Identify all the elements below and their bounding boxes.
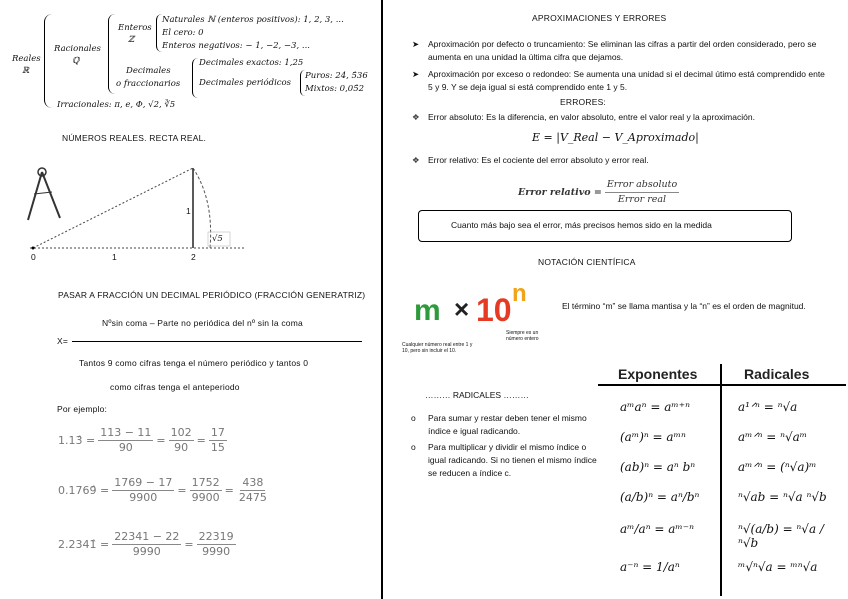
x-equals: X= [57, 336, 69, 346]
error-rel-formula [518, 178, 682, 207]
rad-rule-2: Para multiplicar y dividir el mismo índice o igual radicando. Si no tienen el mismo índice se reducen a índice c. [428, 442, 597, 478]
error-rel-num: Error absoluto [605, 178, 679, 193]
notacion-desc: El término “m” se llama mantisa y la “n” es el orden de magnitud. [562, 301, 806, 311]
exactos-text: Decimales exactos: 1,25 [199, 58, 304, 68]
diamond-bullet-icon: ❖ [412, 112, 420, 122]
example-den: 90 [118, 441, 133, 454]
fraction-bar [72, 341, 362, 342]
puros-text: Puros: 24, 5̂36 [305, 71, 368, 81]
numerator-rule: Nºsin coma – Parte no periódica del nº sin la coma [102, 318, 303, 328]
tick-2: 2 [191, 252, 196, 262]
table-row-rad: aᵐᐟⁿ = ⁿ√aᵐ [738, 430, 808, 444]
decimales-brace [192, 58, 198, 98]
reales-brace [44, 14, 53, 108]
error-abs-formula: E = |V_Real − V_Aproximado| [532, 131, 699, 144]
example-num: 1752 [191, 476, 220, 489]
irracionales-text: Irracionales: π, e, Φ, √2, ∛5 [57, 100, 176, 110]
example-3: 2.2341̂ = $\frac{22341 - 22}{9990}$ = $\frac{22319}{9990}$ [58, 530, 234, 558]
col-exponentes: Exponentes [618, 366, 698, 382]
enteros-label: Enteros [118, 23, 152, 33]
example-den: 9900 [129, 491, 158, 504]
table-row-exp: aᵐ/aⁿ = aᵐ⁻ⁿ [620, 522, 694, 536]
rule-line-2: como cifras tenga el anteperiodo [110, 382, 240, 392]
example-2: 0.1769̂ = $\frac{1769 - 17}{9900}$ = $\frac{1752}{9900}$ = $\frac{438}{2475}$ [58, 476, 267, 504]
example-num: 438 [242, 476, 264, 489]
col-radicales: Radicales [744, 366, 810, 382]
mantissa-letter: m [414, 294, 441, 327]
cero-text: El cero: 0 [162, 28, 204, 38]
table-row-rad: ᵐ√ⁿ√a = ᵐⁿ√a [738, 560, 818, 574]
table-row-rad: a¹ᐟⁿ = ⁿ√a [738, 400, 798, 414]
rule-line-1: Tantos 9 como cifras tenga el número periódico y tantos 0 [79, 358, 309, 368]
example-den: 90 [174, 441, 189, 454]
circle-bullet-icon: o [411, 413, 416, 423]
example-lhs: 1.13̂ = [58, 434, 96, 447]
times-sign: × [454, 294, 470, 324]
column-divider [381, 0, 383, 599]
radicales-title: ……… RADICALES ……… [425, 390, 529, 400]
defecto-text: Aproximación por defecto o truncamiento: Se eliminan las cifras a partir del orden considerado, pero se aumenta en una unidad la última cifra que dejamos. [428, 39, 817, 62]
table-row-exp: (a/b)ⁿ = aⁿ/bⁿ [620, 490, 700, 504]
naturales-text: Naturales ℕ (enteros positivos): 1, 2, 3, ... [162, 15, 344, 25]
enteros-symbol: ℤ [128, 35, 135, 45]
example-num: 102 [170, 426, 192, 439]
conclusion-text: Cuanto más bajo sea el error, más precisos hemos sido en la medida [451, 220, 712, 230]
conclusion-box [418, 210, 792, 242]
error-rel-lhs: Error relativo = [518, 187, 602, 198]
table-row-rad: aᵐᐟⁿ = (ⁿ√a)ᵐ [738, 460, 817, 474]
errores-title: ERRORES: [560, 97, 606, 107]
table-row-exp: aᵐaⁿ = aᵐ⁺ⁿ [620, 400, 690, 414]
reales-label: Reales [12, 54, 41, 64]
table-row-rad: ⁿ√ab = ⁿ√a ⁿ√b [738, 490, 827, 504]
example-den: 9990 [202, 545, 231, 558]
real-line-diagram [20, 160, 250, 270]
height-label: 1 [186, 206, 191, 216]
table-row-exp: (aᵐ)ⁿ = aᵐⁿ [620, 430, 686, 444]
ten-base: 10 [476, 292, 512, 328]
error-abs-text: Error absoluto: Es la diferencia, en valor absoluto, entre el valor real y la aproximación. [428, 112, 755, 122]
mixtos-text: Mixtos: 0,05̂2 [305, 84, 365, 94]
example-den: 15 [210, 441, 225, 454]
tick-0: 0 [31, 252, 36, 262]
periodicos-text: Decimales periódicos [199, 78, 292, 88]
error-rel-text: Error relativo: Es el cociente del error absoluto y error real. [428, 155, 649, 165]
example-1: 1.13̂ = $\frac{113 - 11}{90}$ = $\frac{102}{90}$ = $\frac{17}{15}$ [58, 426, 225, 454]
fraccionarios-label: o fraccionarios [116, 79, 181, 89]
arrow-bullet-icon: ➤ [412, 39, 420, 49]
example-num: 22341 − 22 [114, 530, 180, 543]
exponent-caption: Siempre es un número entero [506, 330, 539, 342]
tick-1: 1 [112, 252, 117, 262]
mantissa-caption: Cualquier número real entre 1 y 10, pero sin incluir el 10. [402, 342, 473, 354]
aprox-title: APROXIMACIONES Y ERRORES [532, 13, 667, 23]
diamond-bullet-icon: ❖ [412, 155, 420, 165]
example-den: 9990 [132, 545, 161, 558]
example-lhs: 0.1769̂ = [58, 484, 110, 497]
example-num: 113 − 11 [100, 426, 152, 439]
table-row-rad: ⁿ√(a/b) = ⁿ√a / ⁿ√b [738, 522, 824, 550]
example-den: 2475 [238, 491, 267, 504]
arrow-bullet-icon: ➤ [412, 69, 420, 79]
recta-title: NÚMEROS REALES. RECTA REAL. [62, 133, 207, 143]
root5-label: √5 [212, 234, 223, 244]
example-num: 17 [210, 426, 225, 439]
example-den: 9900 [191, 491, 220, 504]
rad-rule-1: Para sumar y restar deben tener el mismo índice e igual radicando. [428, 413, 587, 436]
exponent-letter: n [512, 280, 527, 307]
example-lhs: 2.2341̂ = [58, 538, 110, 551]
negativos-text: Enteros negativos: − 1, −2, −3, ... [162, 41, 310, 51]
notacion-title: NOTACIÓN CIENTÍFICA [538, 257, 636, 267]
notation-graphic [402, 280, 552, 360]
racionales-label: Racionales [54, 44, 101, 54]
racionales-brace [108, 14, 115, 94]
rules-table [598, 360, 846, 596]
racionales-symbol: ℚ [72, 56, 80, 66]
fraccion-title: PASAR A FRACCIÓN UN DECIMAL PERIÓDICO (FRACCIÓN GENERATRIZ) [58, 290, 366, 300]
por-ejemplo: Por ejemplo: [57, 404, 108, 414]
example-num: 22319 [198, 530, 234, 543]
table-row-exp: a⁻ⁿ = 1/aⁿ [620, 560, 680, 574]
reales-symbol: ℝ [22, 66, 30, 76]
table-row-exp: (ab)ⁿ = aⁿ bⁿ [620, 460, 696, 474]
error-rel-den: Error real [617, 194, 667, 205]
example-num: 1769 − 17 [114, 476, 173, 489]
decimales-label: Decimales [126, 66, 171, 76]
circle-bullet-icon: o [411, 442, 416, 452]
exceso-text: Aproximación por exceso o redondeo: Se aumenta una unidad si el decimal útimo está comprendido ente 5 y 9. Y se deja igual si está comprendido ente 1 y 5. [428, 69, 825, 92]
compass-icon [28, 168, 60, 220]
